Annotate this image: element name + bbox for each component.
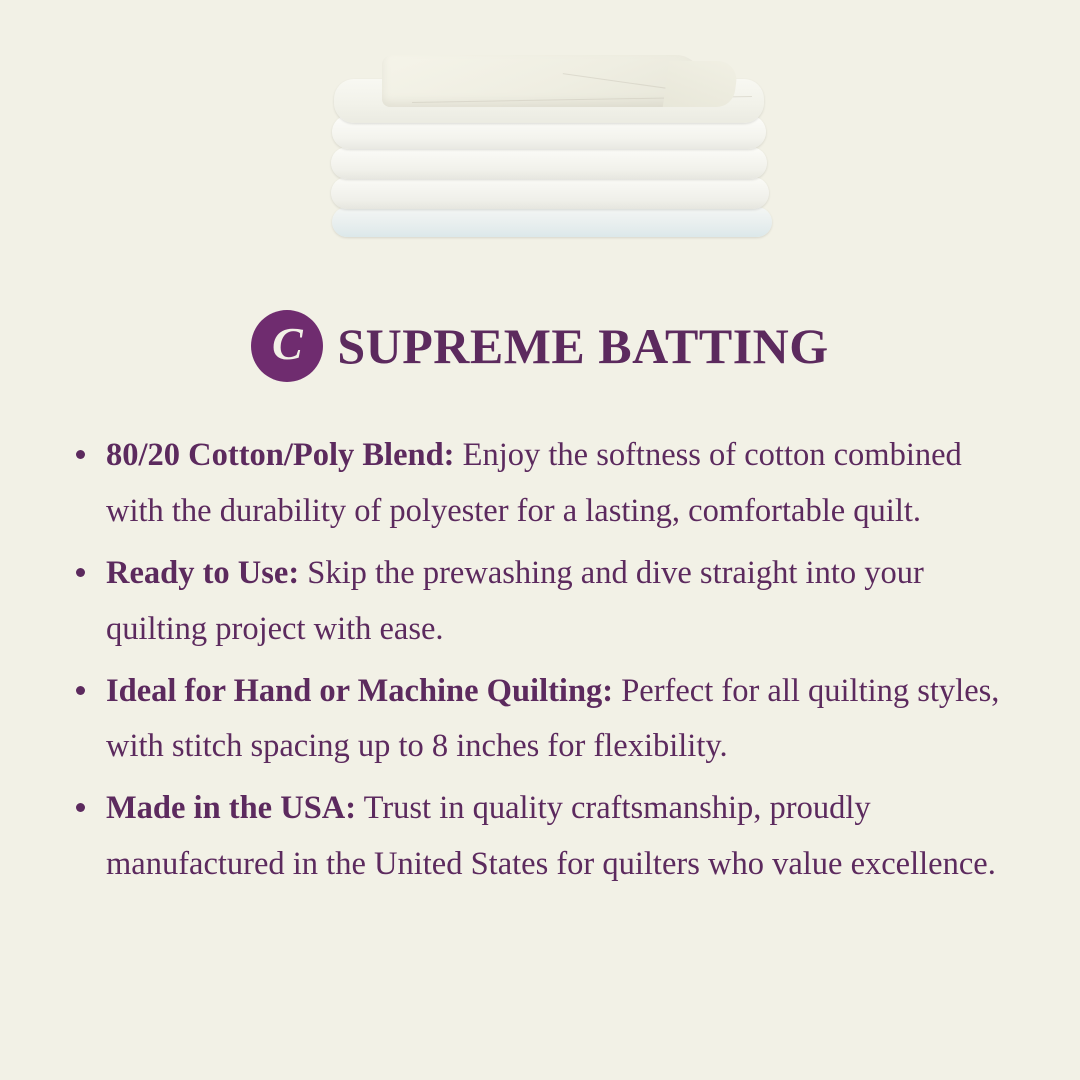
feature-description: Trust in quality craftsmanship, proudly manufactured in the United States for quilters who value excellence. [106,790,996,883]
fabric-crease [412,96,752,103]
batting-top-fold [382,55,702,107]
feature-list [0,428,1080,893]
batting-layer-1 [332,207,772,237]
batting-stack-illustration [322,55,772,240]
feature-description: Skip the prewashing and dive straight into your quilting project with ease. [106,554,924,647]
brand-logo-icon [251,310,323,382]
feature-heading: Made in the USA: [106,790,357,827]
list-item [64,664,1022,776]
batting-layer-3 [331,147,767,179]
page-title: SUPREME BATTING [337,318,829,374]
list-item [64,546,1022,658]
brand-logo-letter: C [271,318,303,369]
feature-heading: 80/20 Cotton/Poly Blend: [106,437,455,473]
list-item [64,428,1022,540]
feature-heading: Ideal for Hand or Machine Quilting: [106,672,614,709]
feature-description: Enjoy the softness of cotton combined with the durability of polyester for a lasting, comfortable quilt. [106,437,962,529]
product-image [0,0,1080,280]
fabric-crease [563,73,731,98]
batting-layer-2 [331,177,769,209]
feature-heading: Ready to Use: [106,554,300,591]
feature-description: Perfect for all quilting styles, with stitch spacing up to 8 inches for flexibility. [106,672,1000,765]
brand-title-row [0,310,1080,382]
list-item [64,781,1022,893]
